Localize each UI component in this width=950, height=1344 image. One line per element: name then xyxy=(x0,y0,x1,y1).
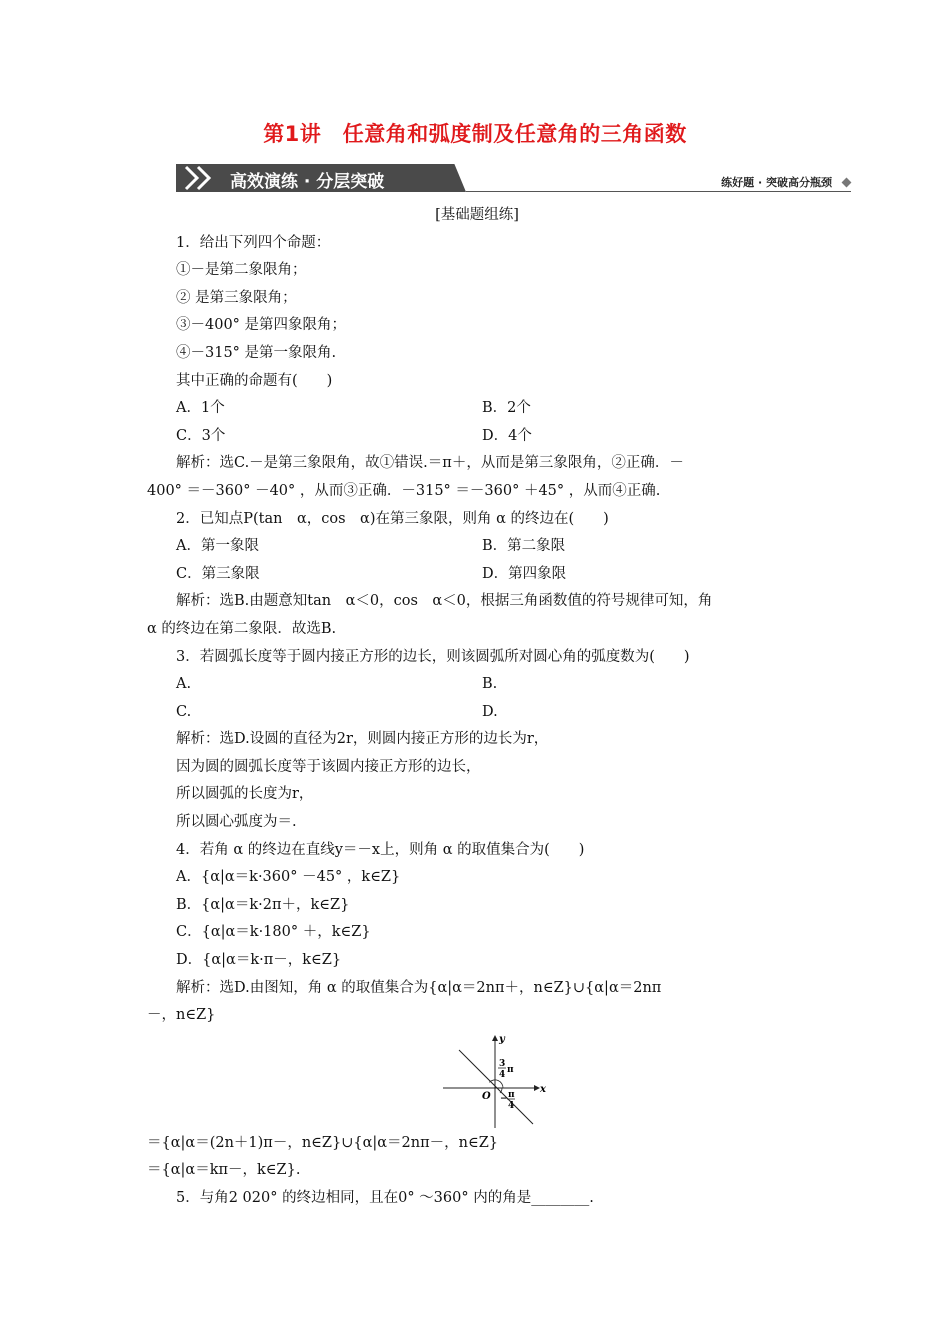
q1-item: ①－是第二象限角； xyxy=(176,262,307,279)
q2-option-d: D．第四象限 xyxy=(482,565,567,582)
q1-item: ② 是第三象限角； xyxy=(176,289,297,306)
q1-option-c: C．3个 xyxy=(176,427,226,444)
q3-solution: 所以圆弧的长度为r， xyxy=(176,786,314,803)
angle1-pi: π xyxy=(507,1064,514,1075)
terminal-side-diagram xyxy=(439,1032,549,1130)
q4-option-c: C．{α|α＝k·180° ＋，k∈Z} xyxy=(176,924,371,941)
q1-option-a: A．1个 xyxy=(176,400,225,417)
q3-options-row xyxy=(147,699,807,727)
worksheet-body xyxy=(147,202,807,1213)
angle2-denominator: 4 xyxy=(508,1100,515,1111)
q1-item: ④－315° 是第一象限角. xyxy=(176,344,337,361)
figure-container xyxy=(147,1030,807,1130)
q1-solution-cont: 400° ＝－360° －40° ，从而③正确．－315° ＝－360° ＋45° ，从而④正确. xyxy=(147,482,661,499)
section-banner xyxy=(176,162,856,196)
angle2-numerator: π xyxy=(508,1089,515,1100)
q2-option-b: B．第二象限 xyxy=(482,538,566,555)
q1-item: ③－400° 是第四象限角； xyxy=(176,317,347,334)
q1-solution: 解析：选C.－是第三象限角，故①错误.＝π＋，从而是第三象限角，②正确．－ xyxy=(176,455,684,472)
q2-option-a: A．第一象限 xyxy=(176,538,259,555)
q3-solution: 因为圆的圆弧长度等于该圆内接正方形的边长， xyxy=(176,758,481,775)
q3-solution: 所以圆心弧度为＝. xyxy=(176,814,297,831)
q3-option-a: A. xyxy=(176,676,192,693)
line-y-neg-x xyxy=(459,1050,533,1124)
q1-options-row xyxy=(147,395,807,423)
q4-option-d: D．{α|α＝k·π－，k∈Z} xyxy=(176,952,342,969)
q3-option-b: B. xyxy=(482,676,498,693)
q1-options-row xyxy=(147,423,807,451)
q4-solution-cont: ＝{α|α＝(2n＋1)π－，n∈Z}∪{α|α＝2nπ－，n∈Z} xyxy=(147,1134,499,1151)
q1-ask: 其中正确的命题有( ) xyxy=(176,372,333,389)
q3-options-row xyxy=(147,671,807,699)
q5-stem: 5．与角2 020° 的终边相同，且在0° ～360° 内的角是________. xyxy=(176,1190,594,1206)
page-title: 第1讲 任意角和弧度制及任意角的三角函数 xyxy=(263,122,687,146)
q4-option-a: A．{α|α＝k·360° －45° ，k∈Z} xyxy=(176,869,401,886)
q3-stem: 3．若圆弧长度等于圆内接正方形的边长，则该圆弧所对圆心角的弧度数为( ) xyxy=(176,648,690,665)
angle1-denominator: 4 xyxy=(499,1069,506,1080)
q2-solution-cont: α 的终边在第二象限．故选B. xyxy=(147,620,337,637)
q1-option-b: B．2个 xyxy=(482,400,531,417)
q4-option-b: B．{α|α＝k·2π＋，k∈Z} xyxy=(176,896,350,913)
q2-solution: 解析：选B.由题意知tan α＜0，cos α＜0，根据三角函数值的符号规律可知，角 xyxy=(176,593,713,610)
banner-title: 高效演练 · 分层突破 xyxy=(230,172,385,192)
q2-option-c: C．第三象限 xyxy=(176,565,260,582)
q2-options-row xyxy=(147,561,807,589)
double-chevron-icon xyxy=(182,165,226,191)
q2-stem: 2．已知点P(tan α，cos α)在第三象限，则角 α 的终边在( ) xyxy=(176,510,609,527)
q3-option-d: D. xyxy=(482,703,498,720)
diamond-icon xyxy=(842,178,852,188)
q3-solution: 解析：选D.设圆的直径为2r，则圆内接正方形的边长为r， xyxy=(176,731,549,748)
banner-divider xyxy=(466,191,851,192)
angle2-sign: − xyxy=(500,1093,508,1104)
q1-stem: 1．给出下列四个命题： xyxy=(176,234,331,251)
q1-option-d: D．4个 xyxy=(482,427,532,444)
origin-label: O xyxy=(482,1090,491,1102)
banner-slogan: 练好题 · 突破高分瓶颈 xyxy=(721,176,832,189)
q2-options-row xyxy=(147,533,807,561)
q4-stem: 4．若角 α 的终边在直线y＝－x上，则角 α 的取值集合为( ) xyxy=(176,841,585,858)
x-axis-label: x xyxy=(540,1083,546,1095)
q3-option-c: C. xyxy=(176,703,192,720)
section-label: [基础题组练] xyxy=(435,207,519,223)
y-axis-label: y xyxy=(499,1033,505,1045)
q4-solution-cont: ＝{α|α＝kπ－，k∈Z}. xyxy=(147,1162,301,1179)
angle1-numerator: 3 xyxy=(499,1058,506,1069)
q4-solution: 解析：选D.由图知，角 α 的取值集合为{α|α＝2nπ＋，n∈Z}∪{α|α＝2nπ xyxy=(176,979,662,996)
q4-solution-cont: －，n∈Z} xyxy=(147,1007,216,1024)
